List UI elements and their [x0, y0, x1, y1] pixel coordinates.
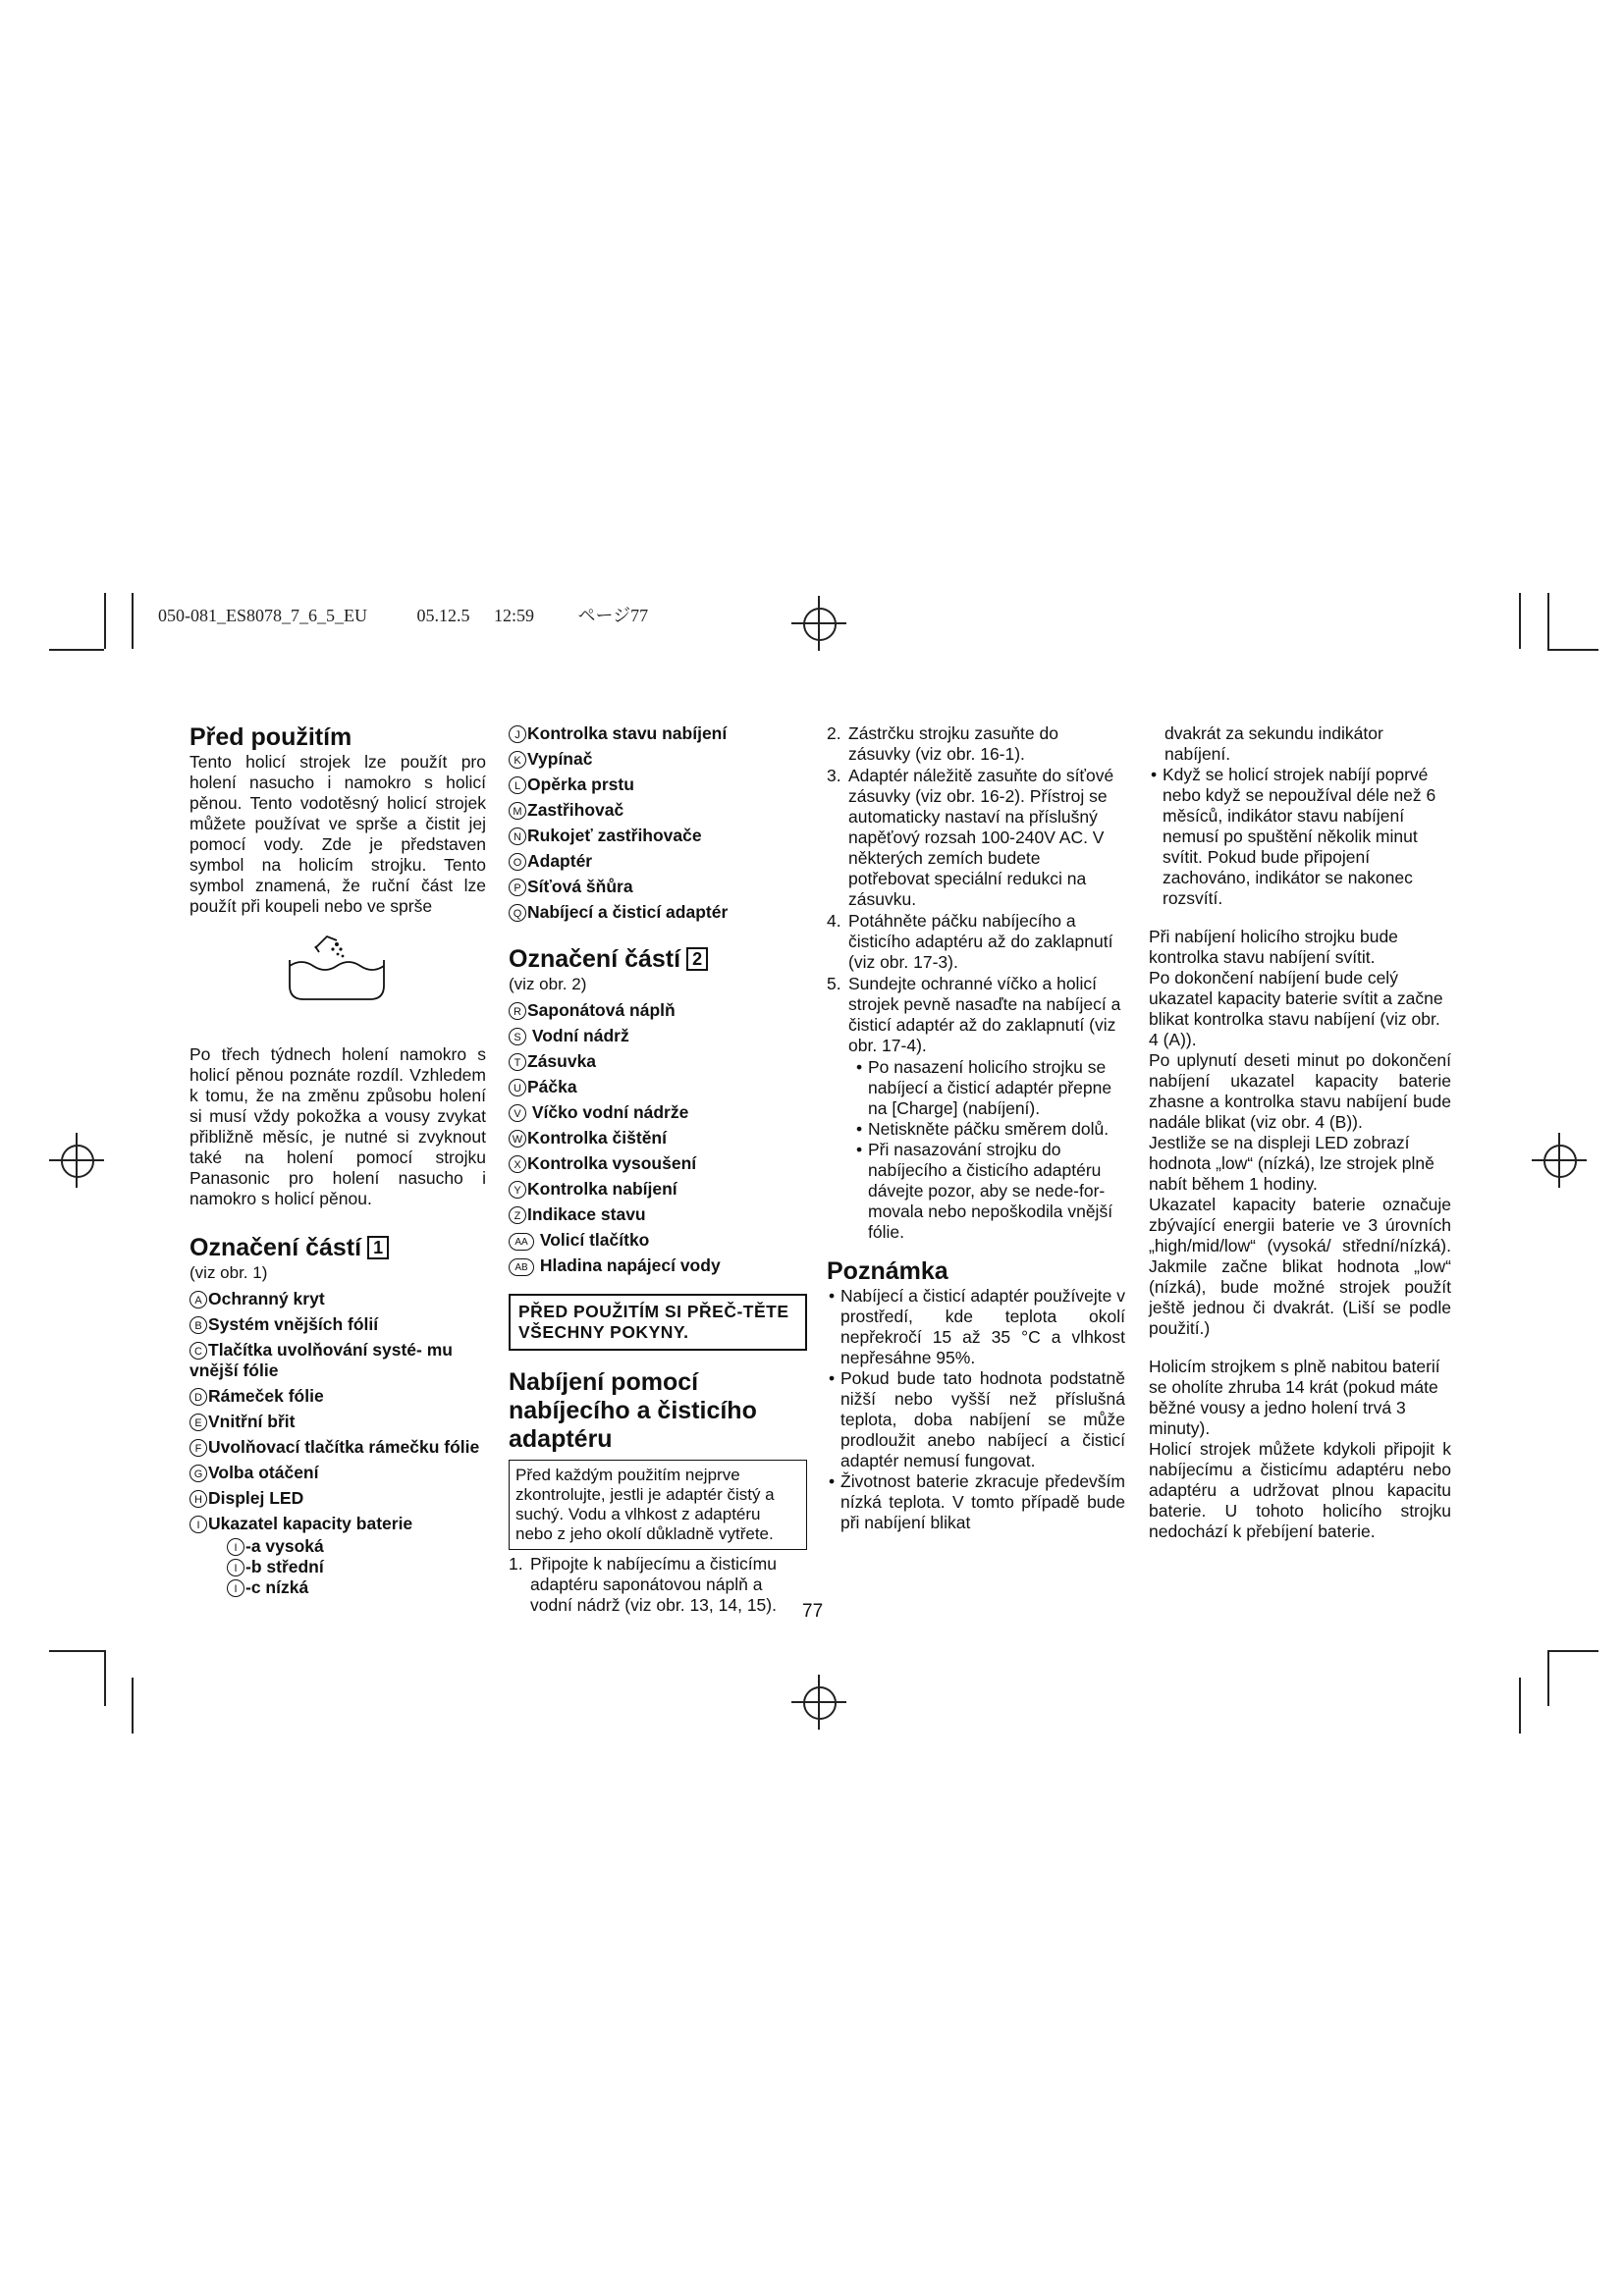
list-item: • Po nasazení holicího strojku se nabíjecí a čisticí adaptér přepne na [Charge] (nabíjení). [854, 1057, 1125, 1119]
part-letter: D [189, 1388, 207, 1406]
part-letter: S [509, 1028, 526, 1045]
column-2 [509, 723, 807, 1617]
list-item: 3. Adaptér náležitě zasuňte do síťové zásuvky (viz obr. 16-2). Přístroj se automaticky nastaví na příslušný napěťový rozsah 100-240V AC. V některých zemích budete potřebovat speciální redukci na zásuvku. [827, 766, 1114, 909]
column-1 [189, 722, 486, 1598]
intro-paragraph: Tento holicí strojek lze použít pro holení nasucho i namokro s holicí pěnou. Tento vodotěsný holicí strojek můžete používat ve sprše a čistit jej pomocí vody. Zde je představen symbol na holicím strojku. Tento symbol znamená, že ruční část lze použít při koupeli nebo ve sprše [189, 752, 486, 916]
part-letter: G [189, 1465, 207, 1482]
list-item: I -c nízká [227, 1577, 486, 1598]
list-item: V Víčko vodní nádrže [509, 1102, 807, 1123]
parts-list-1-continued [509, 723, 807, 923]
part-letter: I [189, 1516, 207, 1533]
part-letter: H [189, 1490, 207, 1508]
heading-charging: Nabíjení pomocí nabíjecího a čisticího adaptéru [509, 1368, 757, 1453]
figure-number-badge: 1 [367, 1236, 389, 1259]
list-item: Y Kontrolka nabíjení [509, 1179, 807, 1200]
paragraph: Při nabíjení holicího strojku bude kontrolka stavu nabíjení svítit. [1149, 927, 1398, 967]
list-item: A Ochranný kryt [189, 1289, 486, 1309]
list-item: K Vypínač [509, 749, 807, 770]
part-letter: I [227, 1579, 244, 1597]
list-item: W Kontrolka čištění [509, 1128, 807, 1148]
part-letter: K [509, 751, 526, 769]
part-letter: T [509, 1053, 526, 1071]
column-3 [827, 723, 1125, 1533]
charging-steps [509, 1554, 807, 1616]
list-item: J Kontrolka stavu nabíjení [509, 723, 807, 744]
crop-mark [1547, 649, 1598, 651]
part-letter: F [189, 1439, 207, 1457]
note-continued: dvakrát za sekundu indikátor nabíjení. [1164, 723, 1383, 764]
list-item: B Systém vnějších fólií [189, 1314, 486, 1335]
list-item: F Uvolňovací tlačítka rámečku fólie [189, 1437, 486, 1458]
crop-mark [49, 1650, 104, 1652]
list-item: S Vodní nádrž [509, 1026, 807, 1046]
page-number: 77 [802, 1601, 824, 1622]
part-letter: B [189, 1316, 207, 1334]
parts-list-1 [189, 1289, 486, 1598]
list-item: G Volba otáčení [189, 1463, 486, 1483]
charging-steps-continued [827, 723, 1125, 1056]
list-item: M Zastřihovač [509, 800, 807, 821]
slug-date: 05.12.5 [416, 606, 470, 625]
heading-before-use: Před použitím [189, 723, 352, 751]
list-item: 2. Zástrčku strojku zasuňte do zásuvky (viz obr. 16-1). [827, 723, 1058, 764]
list-item: E Vnitřní břit [189, 1412, 486, 1432]
parts-heading-1-text: Označení částí [189, 1234, 362, 1261]
part-letter: A [189, 1291, 207, 1308]
crop-mark [104, 1650, 106, 1706]
part-letter: E [189, 1414, 207, 1431]
slug-time: 12:59 [494, 606, 535, 625]
part-letter: M [509, 802, 526, 820]
paragraph: Po uplynutí deseti minut po dokončení nabíjení ukazatel kapacity baterie zhasne a kontrolka stavu nabíjení bude nadále blikat (viz obr. 4 (B)). [1149, 1050, 1451, 1132]
parts-heading-2 [509, 944, 807, 974]
step-5-notes [827, 1057, 1125, 1243]
list-item: • Pokud bude tato hodnota podstatně nižší nebo vyšší než příslušná teplota, doba nabíjení se může prodloužit anebo nabíjecí a čisticí adaptér nemusí fungovat. [827, 1368, 1125, 1471]
registration-mark-icon [791, 1675, 846, 1730]
part-letter: V [509, 1104, 526, 1122]
list-item: I Ukazatel kapacity baterie [189, 1514, 486, 1534]
paragraph: Ukazatel kapacity baterie označuje zbývající energii baterie ve 3 úrovních „high/mid/low“ (vysoká/ střední/nízká). Jakmile začne blikat hodnota „low“ (nízká), bude možné strojek použít ještě jednou či dvakrát. (Liší se podle použití.) [1149, 1195, 1451, 1338]
registration-mark-icon [791, 596, 846, 651]
parts-heading-2-text: Označení částí [509, 945, 681, 973]
parts-heading-1 [189, 1233, 486, 1262]
crop-mark [1547, 1650, 1598, 1652]
crop-mark [1547, 593, 1549, 649]
crop-mark [132, 593, 134, 649]
part-letter: I [227, 1538, 244, 1556]
registration-mark-icon [49, 1133, 104, 1188]
registration-mark-icon [1532, 1133, 1587, 1188]
paragraph: Jestliže se na displeji LED zobrazí hodnota „low“ (nízká), lze strojek plně nabít během 1 hodiny. [1149, 1133, 1435, 1194]
part-letter: L [509, 776, 526, 794]
part-letter: N [509, 828, 526, 845]
list-item: D Rámeček fólie [189, 1386, 486, 1407]
list-item: • Netiskněte páčku směrem dolů. [854, 1119, 1125, 1140]
wet-shave-paragraph: Po třech týdnech holení namokro s holicí pěnou poznáte rozdíl. Vzhledem k tomu, že na změnu způsobu holení si musí vždy pokožka a vousy zvykat přibližně měsíc, je nutné si zvyknout také na holení pomocí strojku Panasonic pro holení nasucho i namokro s holicí pěnou. [189, 1044, 486, 1208]
part-letter: X [509, 1155, 526, 1173]
paragraph: Po dokončení nabíjení bude celý ukazatel kapacity baterie svítit a začne blikat kontrolka stavu nabíjení (viz obr. 4 (A)). [1149, 968, 1443, 1049]
part-letter: P [509, 879, 526, 896]
list-item: X Kontrolka vysoušení [509, 1153, 807, 1174]
list-item: H Displej LED [189, 1488, 486, 1509]
list-item: N Rukojeť zastřihovače [509, 826, 807, 846]
paragraph: Holicím strojkem s plně nabitou baterií se oholíte zhruba 14 krát (pokud máte běžné vousy a jedno holení trvá 3 minuty). [1149, 1357, 1440, 1438]
list-item: T Zásuvka [509, 1051, 807, 1072]
list-item: C Tlačítka uvolňování systé- mu vnější fólie [189, 1340, 453, 1380]
heading-note: Poznámka [827, 1257, 948, 1285]
crop-mark [49, 649, 104, 651]
list-item: L Opěrka prstu [509, 774, 807, 795]
part-letter: Y [509, 1181, 526, 1199]
list-item: P Síťová šňůra [509, 877, 807, 897]
print-slug [158, 602, 648, 627]
list-item: 4. Potáhněte páčku nabíjecího a čisticího adaptéru až do zaklapnutí (viz obr. 17-3). [827, 911, 1113, 972]
slug-page: ページ77 [577, 606, 649, 625]
crop-mark [1547, 1650, 1549, 1706]
column-4 [1149, 723, 1451, 1542]
part-letter: W [509, 1130, 526, 1148]
part-letter: Z [509, 1206, 526, 1224]
crop-mark [1519, 1678, 1521, 1734]
list-item: 5. Sundejte ochranné víčko a holicí strojek pevně nasaďte na nabíjecí a čisticí adaptér až do zaklapnutí (viz obr. 17-4). [827, 974, 1121, 1055]
list-item: • Když se holicí strojek nabíjí poprvé nebo když se nepoužíval déle než 6 měsíců, indikátor stavu nabíjení nemusí po spuštění několik minut svítit. Pokud bude připojení zachováno, indikátor se nakonec rozsvítí. [1149, 765, 1451, 909]
part-letter: I [227, 1559, 244, 1576]
list-item: Q Nabíjecí a čisticí adaptér [509, 902, 807, 923]
part-letter: U [509, 1079, 526, 1096]
part-letter: C [189, 1342, 207, 1360]
part-letter: J [509, 725, 526, 743]
part-letter: R [509, 1002, 526, 1020]
warning-box: PŘED POUŽITÍM SI PŘEČ-TĚTE VŠECHNY POKYNY. [509, 1294, 807, 1351]
slug-file: 050-081_ES8078_7_6_5_EU [158, 606, 367, 625]
paragraph: Holicí strojek můžete kdykoli připojit k nabíjecímu a čisticímu adaptéru nebo adaptéru a udržovat plnou kapacitu baterie. U tohoto holicího strojku nedochází k přebíjení baterie. [1149, 1439, 1451, 1541]
part-letter: Q [509, 904, 526, 922]
parts-list-2 [509, 1000, 807, 1276]
list-item: AB Hladina napájecí vody [509, 1255, 807, 1276]
list-item: I -b střední [227, 1557, 486, 1577]
crop-mark [132, 1678, 134, 1734]
part-letter: O [509, 853, 526, 871]
figure-reference: (viz obr. 1) [189, 1263, 268, 1282]
list-item: U Páčka [509, 1077, 807, 1097]
part-letter: AA [509, 1233, 534, 1251]
bath-symbol-icon [189, 917, 486, 1033]
figure-number-badge: 2 [686, 947, 708, 971]
list-item: R Saponátová náplň [509, 1000, 807, 1021]
list-item: Z Indikace stavu [509, 1204, 807, 1225]
list-item: • Při nasazování strojku do nabíjecího a čisticího adaptéru dávejte pozor, aby se nede-for-movala nebo nepoškodila vnější fólie. [854, 1140, 1125, 1243]
list-item: • Nabíjecí a čisticí adaptér používejte v prostředí, kde teplota okolí nepřekročí 15 až 35 °C a vlhkost nepřesáhne 95%. [827, 1286, 1125, 1368]
list-item: AA Volicí tlačítko [509, 1230, 807, 1251]
crop-mark [1519, 593, 1521, 649]
figure-reference: (viz obr. 2) [509, 975, 587, 993]
list-item: • Životnost baterie zkracuje především nízká teplota. V tomto případě bude při nabíjení blikat [827, 1471, 1125, 1533]
list-item: O Adaptér [509, 851, 807, 872]
notice-box: Před každým použitím nejprve zkontrolujte, jestli je adaptér čistý a suchý. Vodu a vlhkost z adaptéru nebo z jeho okolí důkladně vytřete. [509, 1460, 807, 1550]
list-item: 1. Připojte k nabíjecímu a čisticímu adaptéru saponátovou náplň a vodní nádrž (viz obr. 13, 14, 15). [509, 1554, 777, 1615]
part-letter: AB [509, 1258, 534, 1276]
list-item: I -a vysoká [227, 1536, 486, 1557]
crop-mark [104, 593, 106, 649]
